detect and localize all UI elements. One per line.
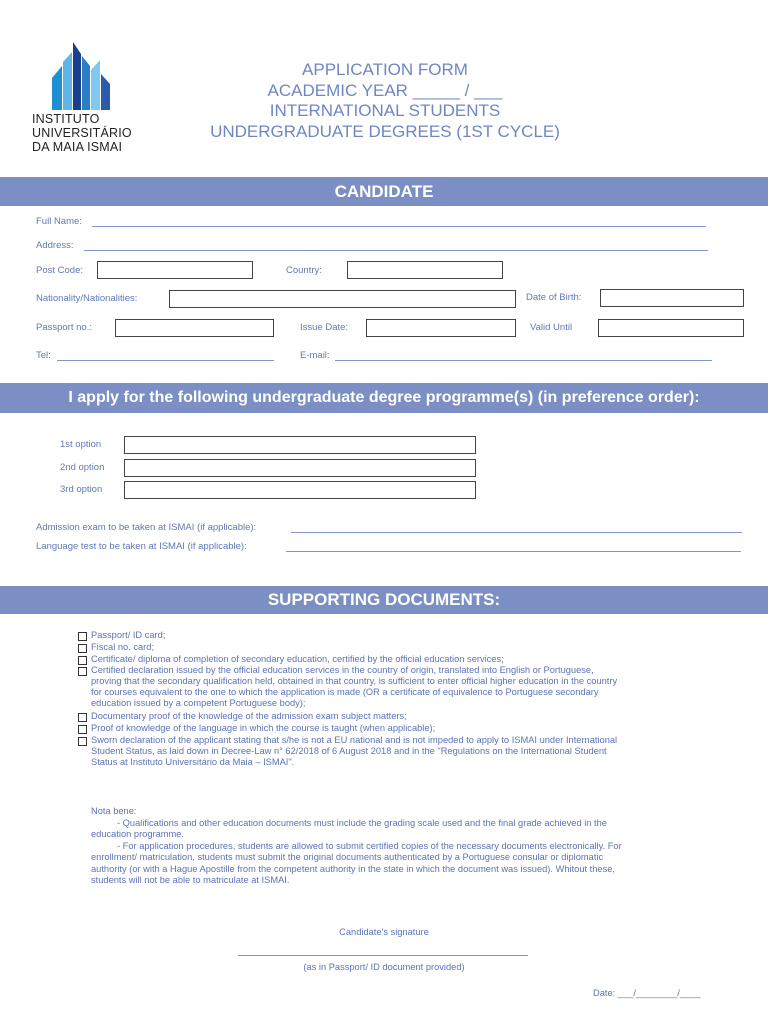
doc-declaration-line2: proving that the secondary qualification held, obtained in that country, is sufficient to enter official higher education in the country [91, 676, 618, 686]
passport-no-label: Passport no.: [36, 322, 92, 333]
form-subtitle-degrees: UNDERGRADUATE DEGREES (1ST CYCLE) [210, 122, 560, 141]
note2-line2: enrollment/ matriculation, students must submit the original documents authenticated by a Portuguese consular or diplomatic [91, 852, 604, 862]
academic-year: ACADEMIC YEAR _____ / ___ [267, 81, 503, 100]
form-title: APPLICATION FORM [302, 60, 468, 79]
doc-sworn-line1: Sworn declaration of the applicant stating that s/he is not a EU national and is not impeded to apply to ISMAI under International [91, 735, 618, 745]
address-field[interactable] [84, 250, 708, 251]
doc-declaration-line4: education issued by a competent Portuguese body); [91, 698, 306, 708]
declaration-checkbox[interactable] [78, 667, 87, 676]
doc-certificate: Certificate/ diploma of completion of secondary education, certified by the official education services; [91, 654, 504, 664]
section-programmes-header: I apply for the following undergraduate degree programme(s) (in preference order): [0, 383, 768, 413]
language-proof-checkbox[interactable] [78, 725, 87, 734]
logo-text-line1: INSTITUTO [32, 112, 100, 126]
language-test-field[interactable] [286, 551, 741, 552]
tel-label: Tel: [36, 350, 51, 361]
country-input[interactable] [347, 261, 503, 279]
option3-input[interactable] [124, 481, 476, 499]
issue-date-label: Issue Date: [300, 322, 349, 333]
email-label: E-mail: [300, 350, 330, 361]
certificate-checkbox[interactable] [78, 656, 87, 665]
doc-language-proof: Proof of knowledge of the language in which the course is taught (when applicable); [91, 723, 436, 733]
signature-label: Candidate's signature [339, 927, 429, 937]
date-of-birth-label: Date of Birth: [526, 292, 582, 303]
address-label: Address: [36, 240, 74, 251]
doc-passport: Passport/ ID card; [91, 630, 166, 640]
fiscal-checkbox[interactable] [78, 644, 87, 653]
passport-checkbox[interactable] [78, 632, 87, 641]
logo-mark [50, 40, 120, 110]
section-candidate-header: CANDIDATE [0, 177, 768, 206]
logo-text-line2: UNIVERSITÁRIO [32, 126, 132, 140]
form-subtitle-students: INTERNATIONAL STUDENTS [269, 101, 501, 120]
logo-text-line3: DA MAIA ISMAI [32, 140, 123, 154]
country-label: Country: [286, 265, 322, 276]
valid-until-label: Valid Until [530, 322, 573, 333]
date-field[interactable]: Date: ___/________/____ [593, 988, 701, 998]
post-code-label: Post Code: [36, 265, 83, 276]
passport-no-input[interactable] [115, 319, 274, 337]
doc-fiscal: Fiscal no. card; [91, 642, 155, 652]
note2-line4: students will not be able to matriculate at ISMAI. [91, 875, 290, 885]
admission-exam-field[interactable] [291, 532, 742, 533]
doc-declaration-line3: for courses equivalent to the one to which the application is made (OR a certificate of equivalence to Portuguese secondary [91, 687, 599, 697]
full-name-field[interactable] [92, 226, 706, 227]
tel-field[interactable] [57, 360, 274, 361]
doc-declaration-line1: Certified declaration issued by the official education services in the country of origin, translated into English or Portuguese, [91, 665, 594, 675]
signature-line[interactable] [238, 955, 528, 956]
note1-line1: - Qualifications and other education documents must include the grading scale used and the final grade achieved in the [117, 818, 607, 828]
nationality-label: Nationality/Nationalities: [36, 293, 138, 304]
option2-label: 2nd option [60, 462, 105, 473]
signature-caption: (as in Passport/ ID document provided) [303, 962, 465, 972]
doc-sworn-line2: Student Status, as laid down in Decree-Law n° 62/2018 of 6 August 2018 and in the "Regulations on the International Student [91, 746, 607, 756]
option1-input[interactable] [124, 436, 476, 454]
valid-until-input[interactable] [598, 319, 744, 337]
notes-heading: Nota bene: [91, 806, 137, 816]
full-name-label: Full Name: [36, 216, 82, 227]
email-field[interactable] [335, 360, 712, 361]
post-code-input[interactable] [97, 261, 253, 279]
sworn-declaration-checkbox[interactable] [78, 737, 87, 746]
note2-line1: - For application procedures, students are allowed to submit certified copies of the necessary documents electronically. For [117, 841, 622, 851]
note1-line2: education programme. [91, 829, 185, 839]
date-of-birth-input[interactable] [600, 289, 744, 307]
exam-proof-checkbox[interactable] [78, 713, 87, 722]
note2-line3: authority (or with a Hague Apostille from the competent authority in the state in which the document was issued). Whitout these, [91, 864, 615, 874]
issue-date-input[interactable] [366, 319, 516, 337]
language-test-label: Language test to be taken at ISMAI (if applicable): [36, 541, 247, 552]
option1-label: 1st option [60, 439, 102, 450]
nationality-input[interactable] [169, 290, 516, 308]
option2-input[interactable] [124, 459, 476, 477]
doc-sworn-line3: Status at Instituto Universitário da Maia – ISMAI". [91, 757, 295, 767]
admission-exam-label: Admission exam to be taken at ISMAI (if applicable): [36, 522, 257, 533]
doc-exam-proof: Documentary proof of the knowledge of the admission exam subject matters; [91, 711, 407, 721]
section-documents-header: SUPPORTING DOCUMENTS: [0, 586, 768, 614]
option3-label: 3rd option [60, 484, 103, 495]
